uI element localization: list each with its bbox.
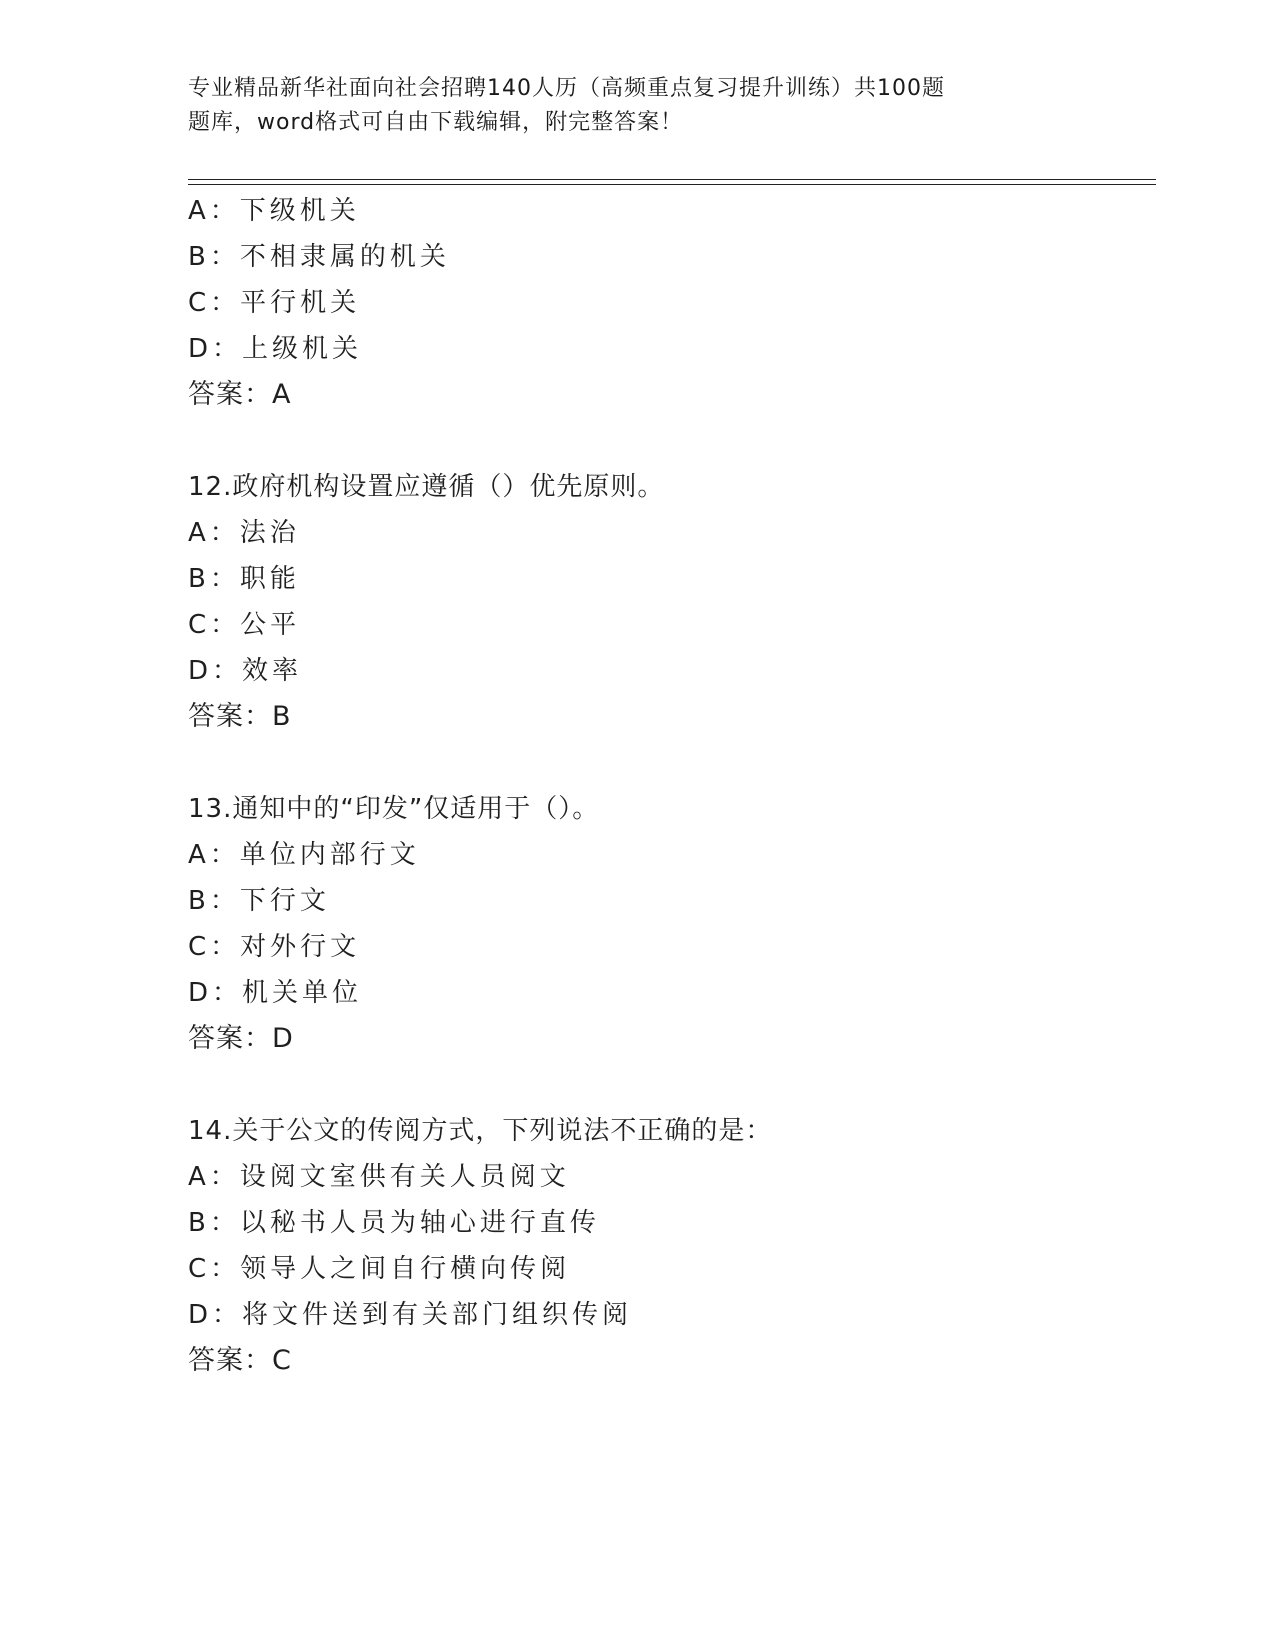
question-block-12 — [188, 464, 1148, 740]
question-block-11 — [188, 188, 1148, 418]
header-line-1: 专业精品新华社面向社会招聘140人历（高频重点复习提升训练）共100题 — [188, 76, 945, 101]
answer-line: 答案：D — [188, 1023, 294, 1054]
header-line-2: 题库，word格式可自由下载编辑，附完整答案！ — [188, 110, 684, 135]
spacer — [188, 1062, 1148, 1108]
question-text: 13.通知中的“印发”仅适用于（）。 — [188, 794, 600, 824]
answer-line: 答案：A — [188, 379, 292, 410]
question-block-14 — [188, 1108, 1148, 1384]
option-d: D：效率 — [188, 656, 303, 686]
option-b: B：下行文 — [188, 886, 330, 916]
option-a: A：法治 — [188, 518, 300, 548]
spacer — [188, 418, 1148, 464]
question-block-13 — [188, 786, 1148, 1062]
option-d: D：将文件送到有关部门组织传阅 — [188, 1300, 633, 1330]
question-text: 14.关于公文的传阅方式，下列说法不正确的是： — [188, 1116, 773, 1146]
answer-line: 答案：B — [188, 701, 292, 732]
document-header — [188, 72, 1068, 140]
option-b: B：职能 — [188, 564, 300, 594]
option-c: C：平行机关 — [188, 288, 361, 318]
option-c: C：领导人之间自行横向传阅 — [188, 1254, 571, 1284]
option-d: D：上级机关 — [188, 334, 363, 364]
option-c: C：对外行文 — [188, 932, 361, 962]
question-list — [188, 188, 1148, 1384]
option-b: B：以秘书人员为轴心进行直传 — [188, 1208, 600, 1238]
option-a: A：设阅文室供有关人员阅文 — [188, 1162, 570, 1192]
spacer — [188, 740, 1148, 786]
option-a: A：单位内部行文 — [188, 840, 420, 870]
question-text: 12.政府机构设置应遵循（）优先原则。 — [188, 472, 665, 502]
header-divider-top — [188, 179, 1156, 180]
option-d: D：机关单位 — [188, 978, 363, 1008]
option-a: A：下级机关 — [188, 196, 360, 226]
option-c: C：公平 — [188, 610, 301, 640]
header-divider-bottom — [188, 184, 1156, 185]
answer-line: 答案：C — [188, 1345, 292, 1376]
option-b: B：不相隶属的机关 — [188, 242, 450, 272]
